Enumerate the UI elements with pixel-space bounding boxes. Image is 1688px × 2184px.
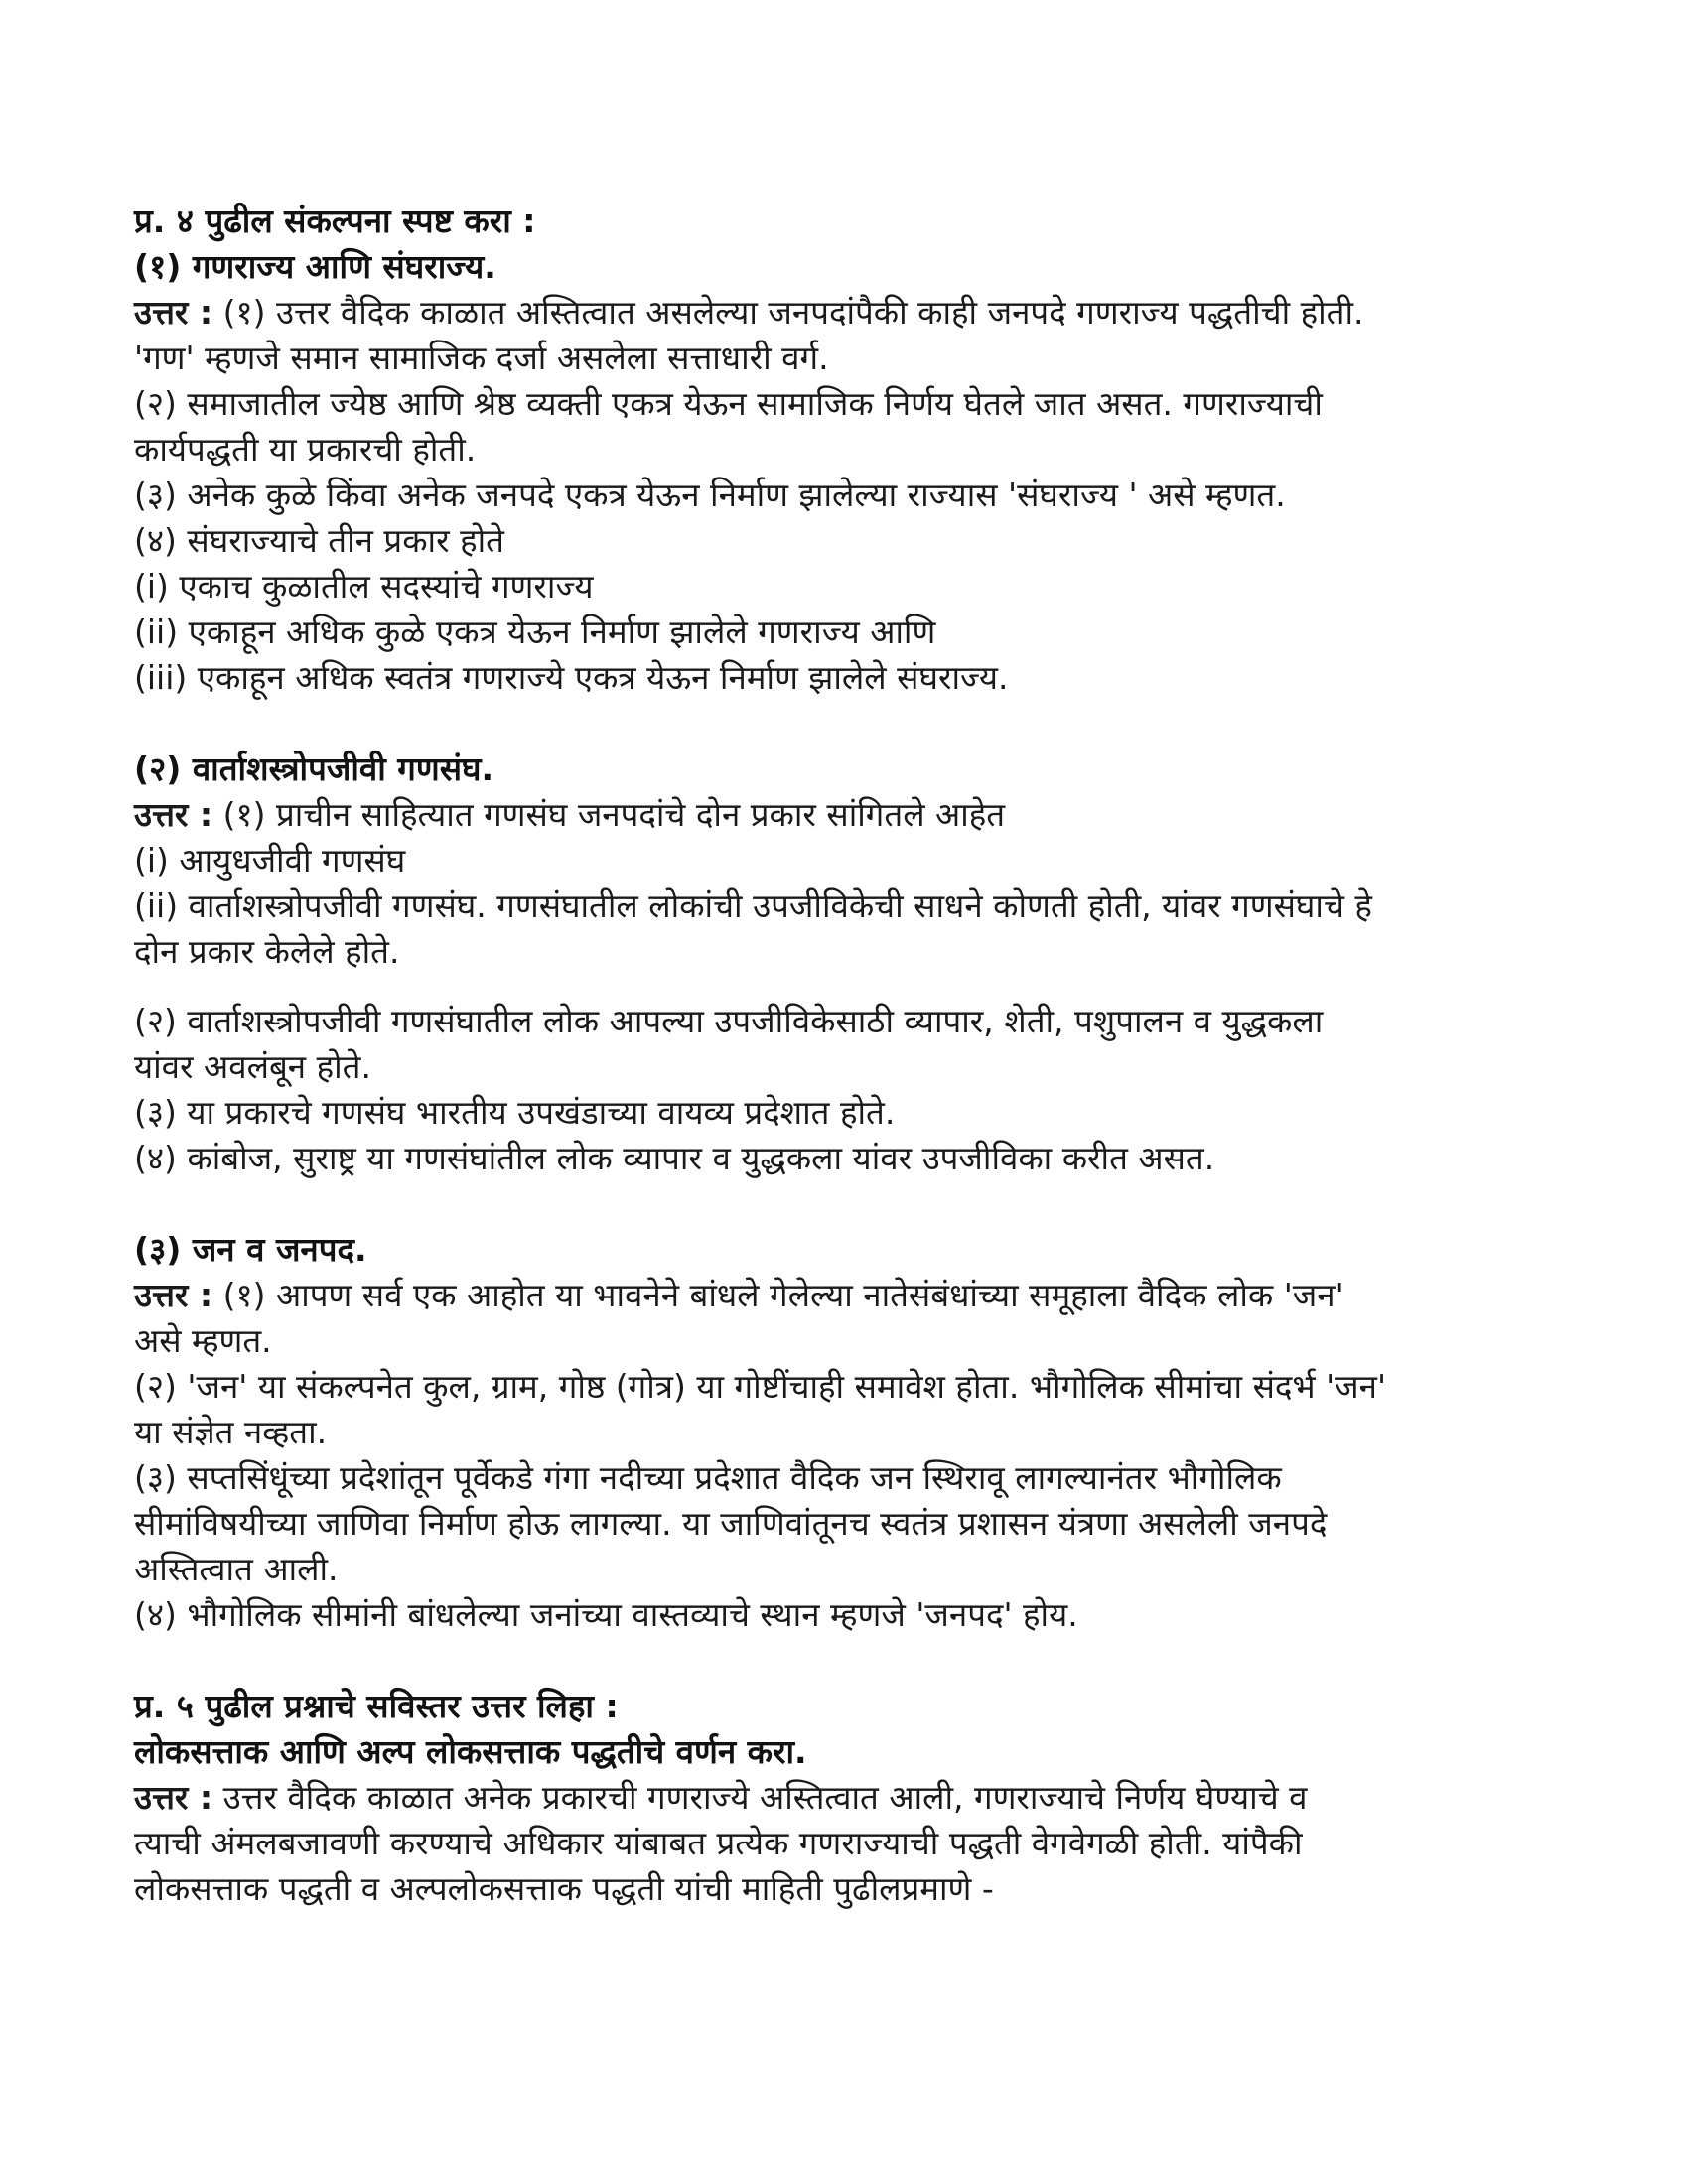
paragraph-line: (२) वार्ताशस्त्रोपजीवी गणसंघातील लोक आपल्या उपजीविकेसाठी व्यापार, शेती, पशुपालन व युद्धकला: [134, 1002, 1324, 1040]
answer-label: उत्तर :: [134, 795, 213, 834]
paragraph-line: (ii) एकाहून अधिक कुळे एकत्र येऊन निर्माण झालेले गणराज्य आणि: [134, 613, 936, 651]
paragraph-line: (४) भौगोलिक सीमांनी बांधलेल्या जनांच्या वास्तव्याचे स्थान म्हणजे 'जनपद' होय.: [134, 1595, 1078, 1634]
paragraph-line: उत्तर वैदिक काळात अनेक प्रकारची गणराज्ये अस्तित्वात आली, गणराज्याचे निर्णय घेण्याचे व: [212, 1778, 1308, 1817]
answer-label: उत्तर :: [134, 293, 213, 332]
answer-label: उत्तर :: [134, 1778, 213, 1817]
paragraph-line: (१) उत्तर वैदिक काळात अस्तित्वात असलेल्या जनपदांपैकी काही जनपदे गणराज्य पद्धतीची होती.: [212, 293, 1364, 332]
answer-label: उत्तर :: [134, 1276, 213, 1314]
paragraph-line: अस्तित्वात आली.: [134, 1550, 339, 1588]
q5-answer-line: [134, 1775, 1564, 1821]
paragraph-line: (१) प्राचीन साहित्यात गणसंघ जनपदांचे दोन प्रकार सांगितले आहेत: [212, 795, 1006, 834]
paragraph-line: यांवर अवलंबून होते.: [134, 1047, 371, 1086]
paragraph-line: (२) 'जन' या संकल्पनेत कुल, ग्राम, गोष्ठ (गोत्र) या गोष्टींचाही समावेश होता. भौगोलिक सीमांचा संदर्भ 'जन': [134, 1367, 1387, 1406]
document-page: [134, 199, 1564, 1934]
paragraph-line: दोन प्रकार केलेले होते.: [134, 932, 400, 971]
paragraph-line: लोकसत्ताक पद्धती व अल्पलोकसत्ताक पद्धती यांची माहिती पुढीलप्रमाणे -: [134, 1869, 994, 1908]
paragraph-line: (३) सप्तसिंधूंच्या प्रदेशांतून पूर्वेकडे गंगा नदीच्या प्रदेशात वैदिक जन स्थिरावू लागल्यानंतर भौगोलिक: [134, 1458, 1282, 1497]
paragraph-line: (४) कांबोज, सुराष्ट्र या गणसंघांतील लोक व्यापार व युद्धकला यांवर उपजीविका करीत असत.: [134, 1139, 1215, 1177]
s3-section: [134, 1227, 1564, 1638]
q5-section: [134, 1684, 1564, 1912]
q5-title: प्र. ५ पुढील प्रश्नाचे सविस्तर उत्तर लिहा :: [134, 1687, 619, 1725]
paragraph-line: (१) आपण सर्व एक आहोत या भावनेने बांधले गेलेल्या नातेसंबंधांच्या समूहाला वैदिक लोक 'जन': [212, 1276, 1344, 1314]
paragraph-line: (२) समाजातील ज्येष्ठ आणि श्रेष्ठ व्यक्ती एकत्र येऊन सामाजिक निर्णय घेतले जात असत. गणराज्याची: [134, 384, 1323, 423]
paragraph-line: (i) आयुधजीवी गणसंघ: [134, 841, 406, 880]
paragraph-line: 'गण' म्हणजे समान सामाजिक दर्जा असलेला सत्ताधारी वर्ग.: [134, 339, 829, 377]
s2-answer-line: [134, 792, 1564, 838]
q4-section: [134, 199, 1564, 701]
paragraph-line: असे म्हणत.: [134, 1321, 272, 1360]
paragraph-line: त्याची अंमलबजावणी करण्याचे अधिकार यांबाबत प्रत्येक गणराज्याची पद्धती वेगवेगळी होती. यांपैकी: [134, 1824, 1303, 1862]
s3-answer-line: [134, 1273, 1564, 1318]
paragraph-line: सीमांविषयीच्या जाणिवा निर्माण होऊ लागल्या. या जाणिवांतूनच स्वतंत्र प्रशासन यंत्रणा असलेली जनपदे: [134, 1504, 1328, 1543]
paragraph-line: (i) एकाच कुळातील सदस्यांचे गणराज्य: [134, 567, 594, 606]
paragraph-line: (३) अनेक कुळे किंवा अनेक जनपदे एकत्र येऊन निर्माण झालेल्या राज्यास 'संघराज्य ' असे म्हणत.: [134, 476, 1286, 514]
s2-section: [134, 747, 1564, 1181]
q5-question: लोकसत्ताक आणि अल्प लोकसत्ताक पद्धतीचे वर्णन करा.: [134, 1732, 807, 1771]
paragraph-line: (४) संघराज्याचे तीन प्रकार होते: [134, 521, 504, 560]
s1-heading: (१) गणराज्य आणि संघराज्य.: [134, 247, 496, 286]
paragraph-line: या संज्ञेत नव्हता.: [134, 1413, 328, 1451]
s2-heading: (२) वार्ताशस्त्रोपजीवी गणसंघ.: [134, 750, 494, 788]
paragraph-line: (३) या प्रकारचे गणसंघ भारतीय उपखंडाच्या वायव्य प्रदेशात होते.: [134, 1093, 896, 1132]
paragraph-line: (ii) वार्ताशस्त्रोपजीवी गणसंघ. गणसंघातील लोकांची उपजीविकेची साधने कोणती होती, यांवर गणसंघाचे हे: [134, 887, 1372, 925]
s3-heading: (३) जन व जनपद.: [134, 1230, 367, 1269]
s1-answer-line: [134, 290, 1564, 336]
paragraph-line: कार्यपद्धती या प्रकारची होती.: [134, 430, 477, 469]
q4-title: प्र. ४ पुढील संकल्पना स्पष्ट करा :: [134, 202, 536, 240]
paragraph-line: (iii) एकाहून अधिक स्वतंत्र गणराज्ये एकत्र येऊन निर्माण झालेले संघराज्य.: [134, 658, 1009, 697]
